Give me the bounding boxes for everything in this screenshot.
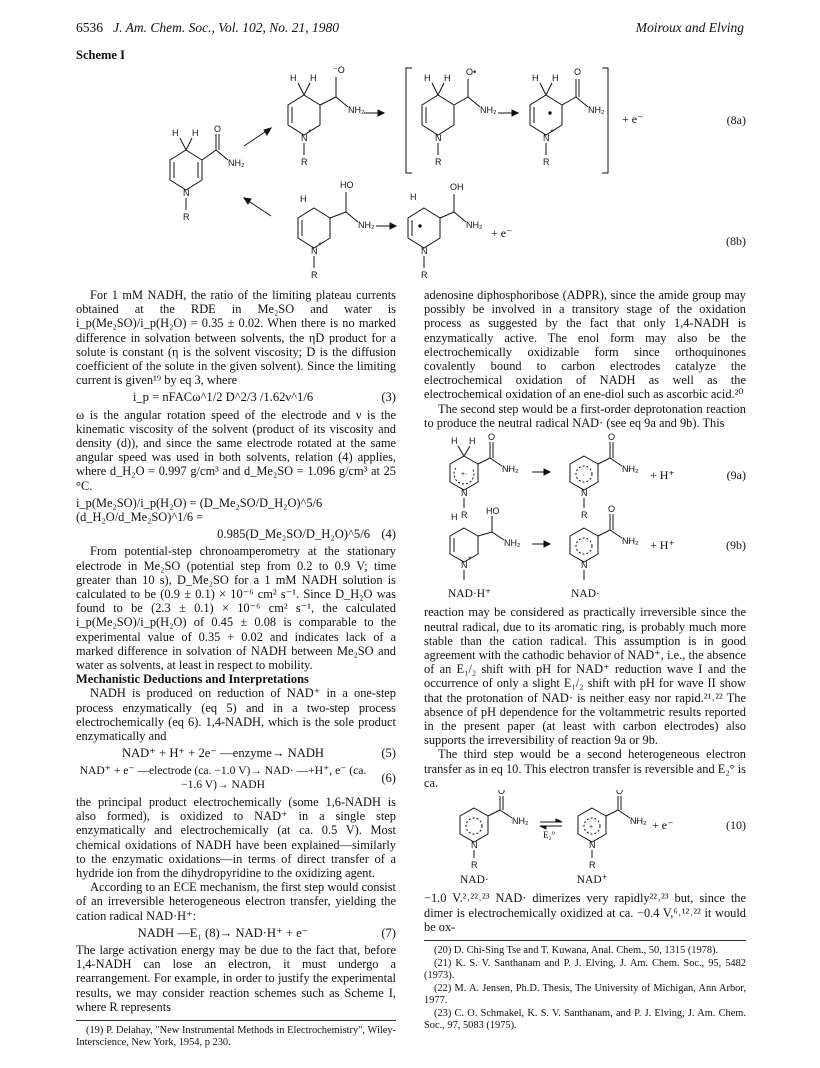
svg-text:NH₂: NH₂ [588, 105, 605, 115]
equation-number: (5) [381, 746, 396, 761]
svg-text:O•: O• [466, 67, 477, 77]
svg-text:R: R [421, 270, 428, 280]
paragraph: −1.0 V.²˒²²˒²³ NAD· dimerizes very rapidly²²˒²³ but, since the dimer is electrochemically oxidized at ca. −0.4 V,⁶˒¹²˒²² it would be ox- [424, 891, 746, 934]
paragraph: The third step would be a second heterogeneous electron transfer as in eq 10. This electron transfer is reversible and E₂° is ca. [424, 747, 746, 790]
svg-text:O: O [608, 504, 616, 515]
svg-text:H: H [300, 194, 307, 204]
scheme-svg [76, 58, 746, 280]
equation-body: i_p = nFACω^1/2 D^2/3 /1.62ν^1/6 [132, 390, 314, 405]
svg-text:+: + [318, 241, 323, 248]
paragraph: For 1 mM NADH, the ratio of the limiting plateau currents obtained at the RDE in Me₂SO and water is i_p(Me₂SO)/i_p(H₂O) = 0.35 ± 0.02. When there is no marked difference in solvation between solvents, the ηD product for a solute is constant (η is the solvent viscosity; D is the diffusion coefficient of the solute in the given solvent). Since the limiting current is given¹⁹ by eq 3, where [76, 288, 396, 388]
svg-text:H: H [172, 128, 179, 138]
equation-body: NAD⁺ + e⁻ —electrode (ca. −1.0 V)→ NAD· —+H⁺, e⁻ (ca. −1.6 V)→ NADH [79, 763, 367, 791]
h-plus-9b: + H⁺ [650, 538, 675, 553]
svg-text:N: N [183, 188, 190, 198]
svg-text:R: R [183, 212, 190, 222]
paragraph: According to an ECE mechanism, the first step would consist of an irreversible heterogeneous electron transfer, yielding the cation radical NAD·H⁺: [76, 880, 396, 923]
svg-text:H: H [192, 128, 199, 138]
reaction-9-svg [424, 432, 746, 582]
svg-text:O: O [214, 124, 222, 134]
svg-text:NH₂: NH₂ [504, 538, 521, 549]
svg-text:N: N [301, 133, 308, 143]
scheme-8a-electron: + e⁻ [622, 112, 644, 126]
label-nad-h-plus: NAD·H⁺ [448, 588, 492, 601]
reaction-9-labels [424, 587, 746, 601]
reaction-10-svg [424, 790, 746, 870]
svg-text:+·: +· [461, 471, 468, 479]
section-heading: Mechanistic Deductions and Interpretations [76, 672, 309, 687]
equation-5 [76, 746, 396, 760]
svg-text:O: O [488, 432, 496, 443]
svg-text:N: N [311, 246, 318, 256]
svg-text:HO: HO [340, 180, 354, 190]
svg-text:+: + [308, 128, 313, 135]
svg-text:NH₂: NH₂ [622, 536, 639, 547]
svg-text:R: R [435, 157, 442, 167]
equation-4 [76, 527, 396, 541]
label-nad-radical: NAD· [571, 588, 600, 601]
right-column [424, 288, 746, 1033]
svg-text:+: + [468, 555, 473, 563]
scheme-figure [76, 58, 746, 280]
svg-text:N: N [435, 133, 442, 143]
footnote-20: (20) D. Chi-Sing Tse and T. Kuwana, Anal. Chem., 50, 1315 (1978). [434, 945, 719, 957]
footnote-22: (22) M. A. Jensen, Ph.D. Thesis, The University of Michigan, Ann Arbor, 1977. [424, 983, 746, 1007]
scheme-label: Scheme I [76, 48, 125, 62]
eq-8b-number: (8b) [726, 234, 746, 248]
nadh-structure [170, 124, 245, 222]
svg-text:HO: HO [486, 506, 500, 517]
svg-text:N: N [581, 488, 588, 499]
svg-text:NH₂: NH₂ [480, 105, 497, 115]
eq-8a-number: (8a) [726, 113, 746, 127]
svg-text:O: O [498, 790, 506, 797]
svg-text:R: R [589, 860, 596, 871]
label-nad-plus: NAD⁺ [576, 874, 608, 887]
svg-text:OH: OH [450, 182, 464, 192]
footnote-19: (19) P. Delahay, "New Instrumental Methods in Electrochemistry", Wiley-Interscience, New York, 1954, p 230. [76, 1024, 396, 1048]
paragraph: The large activation energy may be due to the fact that, before 1,4-NADH can lose an electron, it must undergo a rearrangement. For example, in order to justify the experimental results, we may consider reaction schemes such as Scheme I, where R represents [76, 942, 396, 1014]
equation-3 [76, 390, 396, 404]
h-plus-9a: + H⁺ [650, 468, 675, 483]
scheme-8b-electron: + e⁻ [491, 226, 513, 240]
paragraph: The second step would be a first-order deprotonation reaction to produce the neutral radical NAD· (see eq 9a and 9b). This [424, 401, 746, 430]
equation-body: NAD⁺ + H⁺ + 2e⁻ —enzyme→ NADH [121, 746, 325, 761]
svg-text:H: H [532, 73, 539, 83]
equation-body: NADH —E₁ (8)→ NAD·H⁺ + e⁻ [137, 925, 309, 940]
svg-text:R: R [461, 510, 468, 521]
paragraph: adenosine diphosphoribose (ADPR), since the amide group may possibly be involved in a transitory stage of the oxidation process as suggested by the fact that only 1,4-NADH is enzymatically active. The enol form may also be the electrochemically oxidizable form since orthoquinones covalently bound to carbon electrodes catalyze the electrochemical oxidation of NADH as well as the electrochemical oxidation of an ene-diol such as ascorbic acid.²⁰ [424, 288, 746, 402]
radical-structure-1 [422, 67, 497, 167]
footnote-21: (21) K. S. V. Santhanam and P. J. Elving, J. Am. Chem. Soc., 95, 5482 (1973). [424, 958, 746, 982]
svg-text:H: H [424, 73, 431, 83]
svg-text:NH₂: NH₂ [228, 158, 245, 168]
svg-text:H: H [290, 73, 297, 83]
svg-text:N: N [461, 488, 468, 499]
svg-text:+: + [550, 128, 555, 135]
footnotes [76, 1020, 396, 1049]
svg-text:H: H [552, 73, 559, 83]
authors: Moiroux and Elving [635, 20, 744, 35]
svg-text:N: N [471, 840, 478, 851]
svg-text:N: N [421, 246, 428, 256]
equation-7 [76, 926, 396, 940]
footnotes [424, 940, 746, 1032]
equation-number: (4) [381, 527, 396, 542]
svg-text:N: N [581, 560, 588, 571]
e2-label: E₂° [543, 830, 556, 841]
svg-text:N: N [461, 560, 468, 571]
radical-structure-2 [530, 67, 605, 167]
svg-text:O: O [574, 67, 582, 77]
paragraph: ω is the angular rotation speed of the electrode and ν is the kinematic viscosity of the solvent (product of its viscosity and density (d)), and since the same electrode rotated at the same angular speed was used in both solvents, relation (4) applies, where d_H₂O = 0.997 g/cm³ and d_Me₂SO = 1.096 g/cm³ at 25 °C. [76, 407, 396, 493]
svg-text:O: O [616, 790, 624, 797]
footnote-23: (23) C. O. Schmakel, K. S. V. Santhanam, and P. J. Elving, J. Am. Chem. Soc., 97, 5083 (1975). [424, 1008, 746, 1032]
svg-text:NH₂: NH₂ [358, 220, 375, 230]
reaction-10-labels [424, 873, 746, 887]
svg-text:NH₂: NH₂ [622, 464, 639, 475]
svg-text:N: N [589, 840, 596, 851]
svg-text:H: H [410, 192, 417, 202]
eq-10-number: (10) [726, 818, 746, 833]
eq-9b-number: (9b) [726, 538, 746, 553]
svg-text:H: H [451, 436, 458, 447]
svg-text:R: R [471, 860, 478, 871]
page-number: 6536 [76, 20, 103, 35]
enol-structure [298, 180, 375, 280]
svg-text:H: H [469, 436, 476, 447]
svg-text:NH₂: NH₂ [512, 816, 529, 827]
label-nad-radical: NAD· [460, 874, 489, 887]
svg-text:R: R [543, 157, 550, 167]
svg-text:+: + [589, 824, 594, 832]
equation-number: (6) [381, 770, 396, 785]
svg-text:NH₂: NH₂ [348, 105, 365, 115]
running-header [76, 20, 744, 40]
svg-text:⁻O: ⁻O [333, 65, 345, 75]
equation-4-line-1: i_p(Me₂SO)/i_p(H₂O) = (D_Me₂SO/D_H₂O)^5/6 (d_H₂O/d_Me₂SO)^1/6 = [76, 495, 323, 525]
equation-number: (7) [381, 925, 396, 940]
left-column [76, 288, 396, 1050]
electron-10: + e⁻ [652, 818, 674, 833]
equation-body: 0.985(D_Me₂SO/D_H₂O)^5/6 [217, 527, 370, 542]
svg-text:N: N [543, 133, 550, 143]
equation-6 [76, 764, 396, 792]
svg-text:H: H [310, 73, 317, 83]
svg-text:R: R [581, 510, 588, 521]
svg-text:NH₂: NH₂ [502, 464, 519, 475]
eq-9a-number: (9a) [726, 468, 746, 483]
svg-text:R: R [311, 270, 318, 280]
svg-text:·: · [582, 472, 585, 480]
enolate-structure [288, 65, 365, 167]
svg-text:R: R [301, 157, 308, 167]
equation-number: (3) [381, 390, 396, 405]
reaction-10 [424, 790, 746, 873]
paragraph: From potential-step chronoamperometry at the stationary electrode in Me₂SO (potential step from 0.2 to 0.9 V; time greater than 10 s), D_Me₂SO for a 1 mM NADH solution is calculated to be (0.9 ± 0.1) × 10⁻⁶ cm² s⁻¹. Since D_H₂O was found to be (2.3 ± 0.1) × 10⁻⁶ cm² s⁻¹, the calculated i_p(Me₂SO)/i_p(H₂O) of 0.45 ± 0.08 is comparable to the experimental value of 0.35 + 0.02 and indicates lack of a marked difference in solvation of NADH between Me₂SO and water as solvents, at least in respect to mobility. [76, 544, 396, 673]
svg-text:NH₂: NH₂ [630, 816, 647, 827]
svg-text:NH₂: NH₂ [466, 220, 483, 230]
journal-citation: J. Am. Chem. Soc., Vol. 102, No. 21, 1980 [113, 20, 339, 35]
svg-text:H: H [451, 512, 458, 523]
reaction-9 [424, 430, 746, 587]
paragraph: reaction may be considered as practically irreversible since the neutral radical, due to its aromatic ring, is probably much more stable than the cation radical. This assumption is in good agreement with the cathodic behavior of NAD⁺, i.e., the absence of an E₁/₂ shift with pH for NAD⁺ reduction wave I and the occurrence of only a slight E₁/₂ shift with pH for wave II show that the protonation of NAD· is neither easy nor rapid.²¹˒²² The absence of pH dependence for the voltammetric results reported in the present paper (at least with carbon electrodes) also supports the irreversibility of reaction 9a or 9b. [424, 605, 746, 748]
svg-text:O: O [608, 432, 616, 443]
paragraph: the principal product electrochemically (some 1,6-NADH is also formed), is oxidized to NAD⁺ in a single step enzymatically and electrochemically (at ca. 0.5 V). Most chemical oxidations of NADH have been explained—similarly to the enzymatic oxidations—in terms of direct transfer of a hydride ion from the dihydropyridine to the oxidizing agent. [76, 794, 396, 880]
svg-text:H: H [444, 73, 451, 83]
paragraph: NADH is produced on reduction of NAD⁺ in a one-step process enzymatically (eq 5) and in a two-step process electrochemically (eq 6). 1,4-NADH, which is the sole product enzymatically and [76, 686, 396, 744]
enol-radical-structure [408, 182, 483, 280]
